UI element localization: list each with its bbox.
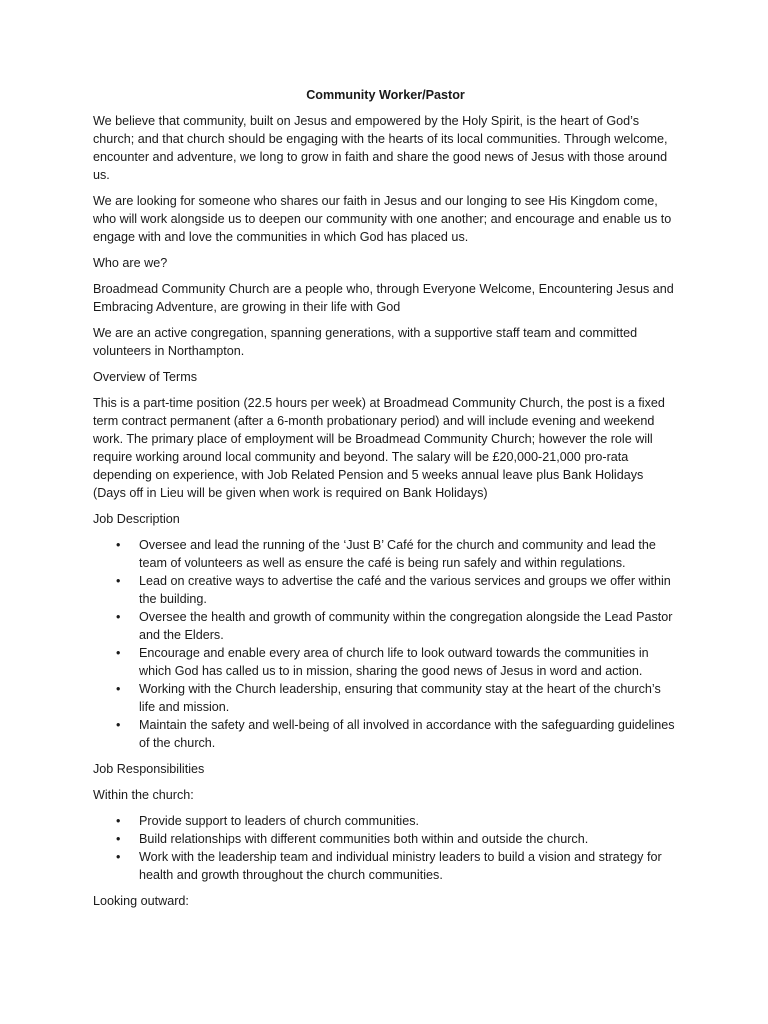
intro-paragraph: We are looking for someone who shares our faith in Jesus and our longing to see His Kingdom come, who will work alongside us to deepen our community with one another; and encourage and enable us to engage with and love the communities in which God has placed us. (93, 194, 672, 244)
list-item-text: Maintain the safety and well-being of all involved in accordance with the safeguarding guidelines of the church. (139, 718, 675, 750)
list-item-text: Build relationships with different communities both within and outside the church. (139, 832, 589, 846)
within-church-list (93, 812, 678, 884)
bullet-icon: • (116, 682, 121, 696)
list-item (93, 812, 678, 830)
who-heading: Who are we? (93, 256, 168, 270)
job-description-heading: Job Description (93, 512, 180, 526)
list-item-text: Oversee the health and growth of community within the congregation alongside the Lead Pastor and the Elders. (139, 610, 673, 642)
bullet-icon: • (116, 718, 121, 732)
job-description-list (93, 536, 678, 752)
terms-heading: Overview of Terms (93, 370, 198, 384)
bullet-icon: • (116, 814, 121, 828)
list-item (93, 644, 678, 680)
list-item (93, 848, 678, 884)
list-item-text: Work with the leadership team and individual ministry leaders to build a vision and strategy for health and growth throughout the church communities. (139, 850, 662, 882)
list-item (93, 680, 678, 716)
list-item (93, 572, 678, 608)
list-item (93, 716, 678, 752)
responsibilities-heading: Job Responsibilities (93, 762, 205, 776)
list-item (93, 830, 678, 848)
list-item-text: Lead on creative ways to advertise the café and the various services and groups we offer within the building. (139, 574, 671, 606)
bullet-icon: • (116, 574, 121, 588)
list-item-text: Provide support to leaders of church communities. (139, 814, 419, 828)
list-item-text: Oversee and lead the running of the ‘Just B’ Café for the church and community and lead the team of volunteers as well as ensure the café is being run safely and within regulations. (139, 538, 656, 570)
bullet-icon: • (116, 850, 121, 864)
within-church-heading: Within the church: (93, 788, 194, 802)
intro-paragraph: We believe that community, built on Jesus and empowered by the Holy Spirit, is the heart of God’s church; and that church should be engaging with the hearts of its local communities. Through welcome, encounter and adventure, we long to grow in faith and share the good news of Jesus with those around us. (93, 114, 668, 182)
document-title: Community Worker/Pastor (306, 88, 465, 102)
bullet-icon: • (116, 646, 121, 660)
terms-paragraph: This is a part-time position (22.5 hours per week) at Broadmead Community Church, the post is a fixed term contract permanent (after a 6-month probationary period) and will include evening and weekend work. The primary place of employment will be Broadmead Community Church; however the role will require working around local community and beyond. The salary will be £20,000-21,000 pro-rata depending on experience, with Job Related Pension and 5 weeks annual leave plus Bank Holidays (Days off in Lieu will be given when work is required on Bank Holidays) (93, 396, 665, 500)
who-paragraph: We are an active congregation, spanning generations, with a supportive staff team and committed volunteers in Northampton. (93, 326, 638, 358)
list-item (93, 608, 678, 644)
bullet-icon: • (116, 832, 121, 846)
bullet-icon: • (116, 610, 121, 624)
list-item (93, 536, 678, 572)
list-item-text: Encourage and enable every area of church life to look outward towards the communities in which God has called us to in mission, sharing the good news of Jesus in word and action. (139, 646, 649, 678)
list-item-text: Working with the Church leadership, ensuring that community stay at the heart of the church’s life and mission. (139, 682, 661, 714)
bullet-icon: • (116, 538, 121, 552)
who-paragraph: Broadmead Community Church are a people who, through Everyone Welcome, Encountering Jesus and Embracing Adventure, are growing in their life with God (93, 282, 674, 314)
looking-outward-heading: Looking outward: (93, 894, 189, 908)
